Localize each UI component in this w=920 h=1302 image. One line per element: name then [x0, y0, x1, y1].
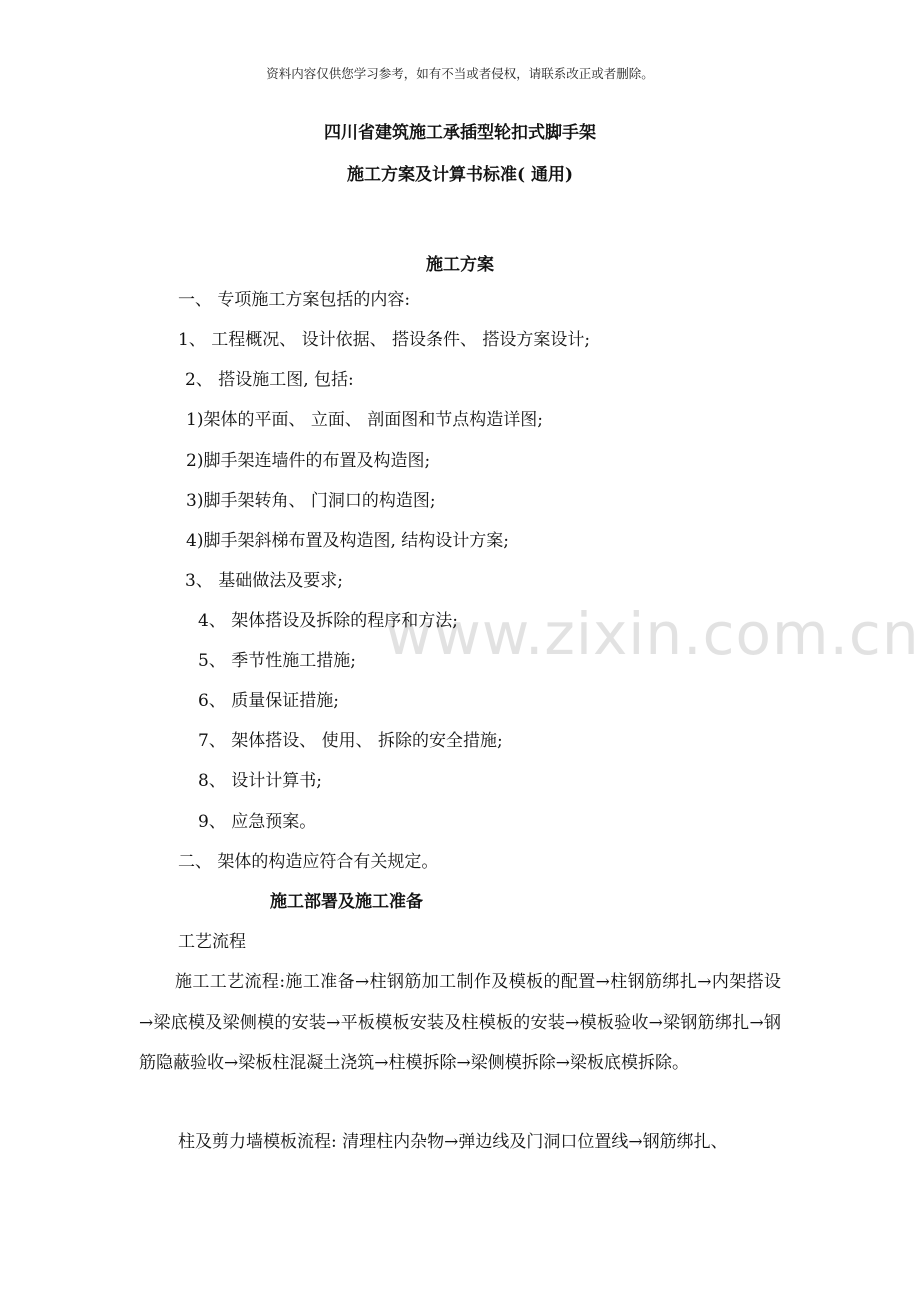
list-item: 4、 架体搭设及拆除的程序和方法; [198, 611, 458, 631]
list-item: 3、 基础做法及要求; [185, 571, 343, 591]
list-item: 1、 工程概况、 设计依据、 搭设条件、 搭设方案设计; [178, 330, 591, 350]
list-item: 3)脚手架转角、 门洞口的构造图; [186, 491, 436, 511]
section-heading: 施工方案 [426, 255, 494, 275]
process-paragraph: 施工工艺流程:施工准备→柱钢筋加工制作及模板的配置→柱钢筋绑扎→内架搭设→梁底模及梁侧模的安装→平板模板安装及柱模板的安装→模板验收→梁钢筋绑扎→钢筋隐蔽验收→梁板柱混凝土浇筑→柱模拆除→梁侧模拆除→梁板底模拆除。 [139, 972, 781, 1073]
subheading: 施工部署及施工准备 [270, 892, 423, 912]
disclaimer-header: 资料内容仅供您学习参考，如有不当或者侵权，请联系改正或者删除。 [266, 66, 654, 81]
list-item: 6、 质量保证措施; [198, 691, 339, 711]
list-item: 1)架体的平面、 立面、 剖面图和节点构造详图; [186, 410, 543, 430]
list-item: 一、 专项施工方案包括的内容: [178, 290, 411, 310]
list-item: 8、 设计计算书; [198, 771, 322, 791]
process-label: 工艺流程 [178, 932, 246, 952]
watermark: www.zixin.com.cn [385, 600, 920, 668]
document-title-line2: 施工方案及计算书标准( 通用) [346, 165, 573, 185]
formwork-paragraph: 柱及剪力墙模板流程: 清理柱内杂物→弹边线及门洞口位置线→钢筋绑扎、 [178, 1132, 728, 1152]
document-title-line1: 四川省建筑施工承插型轮扣式脚手架 [324, 123, 596, 143]
list-item: 5、 季节性施工措施; [198, 651, 356, 671]
list-item: 2)脚手架连墙件的布置及构造图; [186, 451, 431, 471]
list-item: 7、 架体搭设、 使用、 拆除的安全措施; [198, 731, 503, 751]
list-item: 9、 应急预案。 [198, 812, 317, 832]
list-item: 4)脚手架斜梯布置及构造图, 结构设计方案; [186, 531, 509, 551]
list-item: 二、 架体的构造应符合有关规定。 [178, 852, 439, 872]
list-item: 2、 搭设施工图, 包括: [185, 370, 354, 390]
